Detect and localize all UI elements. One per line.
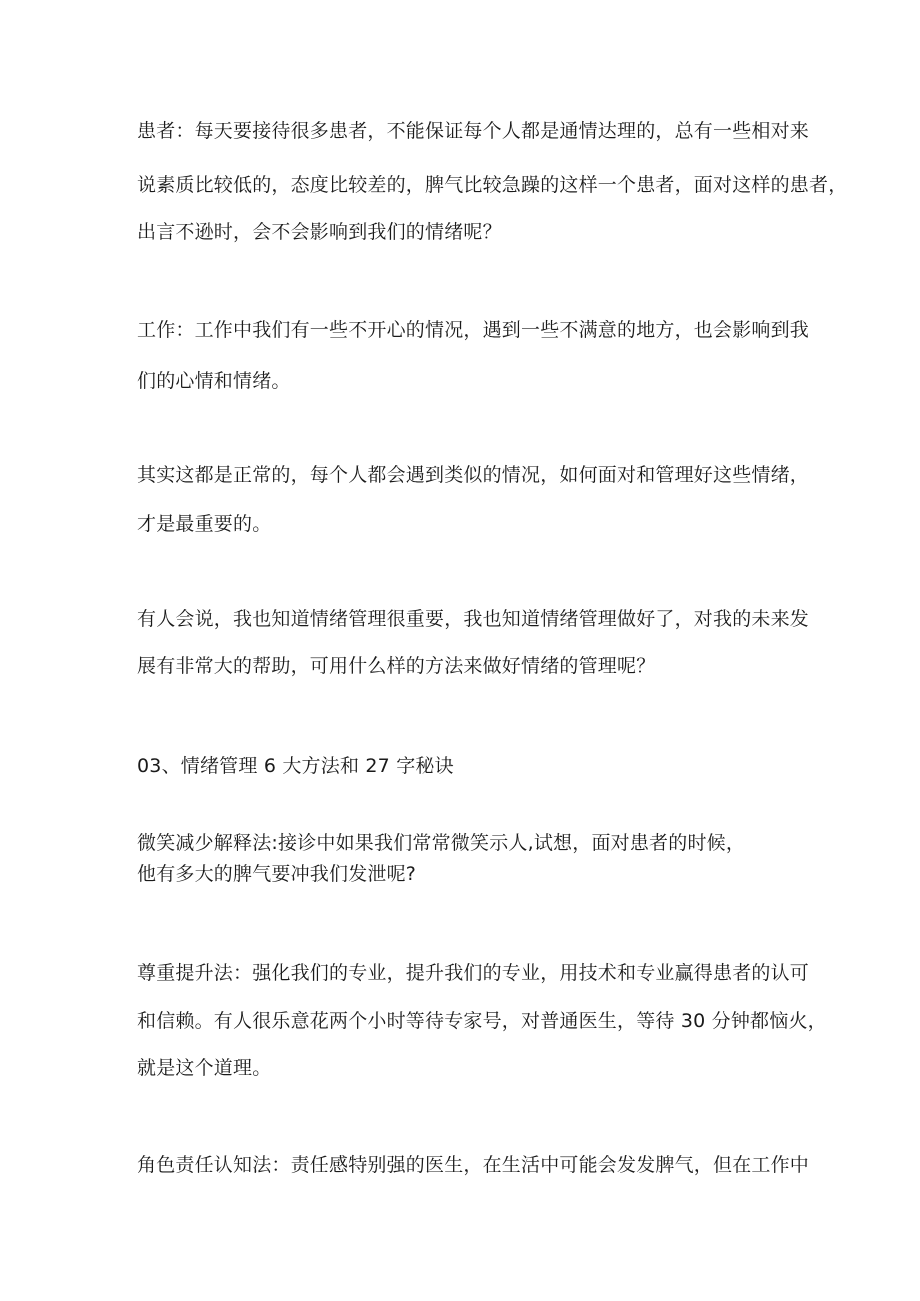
paragraph-smile-method-line-1: 微笑减少解释法:接诊中如果我们常常微笑示人,试想，面对患者的时候， xyxy=(137,832,746,854)
paragraph-respect-method-line-3: 就是这个道理。 xyxy=(137,1057,272,1079)
paragraph-work-line-1: 工作：工作中我们有一些不开心的情况，遇到一些不满意的地方，也会影响到我 xyxy=(137,319,810,341)
paragraph-patient-line-1: 患者：每天要接待很多患者，不能保证每个人都是通情达理的，总有一些相对来 xyxy=(137,120,810,142)
paragraph-normal-line-2: 才是最重要的。 xyxy=(137,513,272,535)
paragraph-respect-method-line-2: 和信赖。有人很乐意花两个小时等待专家号，对普通医生，等待 30 分钟都恼火， xyxy=(137,1010,827,1032)
section-heading: 03、情绪管理 6 大方法和 27 字秘诀 xyxy=(137,755,454,777)
paragraph-respect-method-line-1: 尊重提升法：强化我们的专业，提升我们的专业，用技术和专业赢得患者的认可 xyxy=(137,962,810,984)
paragraph-patient-line-2: 说素质比较低的，态度比较差的，脾气比较急躁的这样一个患者，面对这样的患者， xyxy=(137,174,848,196)
paragraph-smile-method-line-2: 他有多大的脾气要冲我们发泄呢? xyxy=(137,863,417,885)
paragraph-role-method-line-1: 角色责任认知法：责任感特别强的医生，在生活中可能会发发脾气，但在工作中 xyxy=(137,1154,810,1176)
paragraph-work-line-2: 们的心情和情绪。 xyxy=(137,370,291,392)
paragraph-patient-line-3: 出言不逊时，会不会影响到我们的情绪呢？ xyxy=(137,221,502,243)
paragraph-question-line-1: 有人会说，我也知道情绪管理很重要，我也知道情绪管理做好了，对我的未来发 xyxy=(137,608,810,630)
paragraph-normal-line-1: 其实这都是正常的，每个人都会遇到类似的情况，如何面对和管理好这些情绪， xyxy=(137,464,810,486)
paragraph-question-line-2: 展有非常大的帮助，可用什么样的方法来做好情绪的管理呢？ xyxy=(137,655,656,677)
